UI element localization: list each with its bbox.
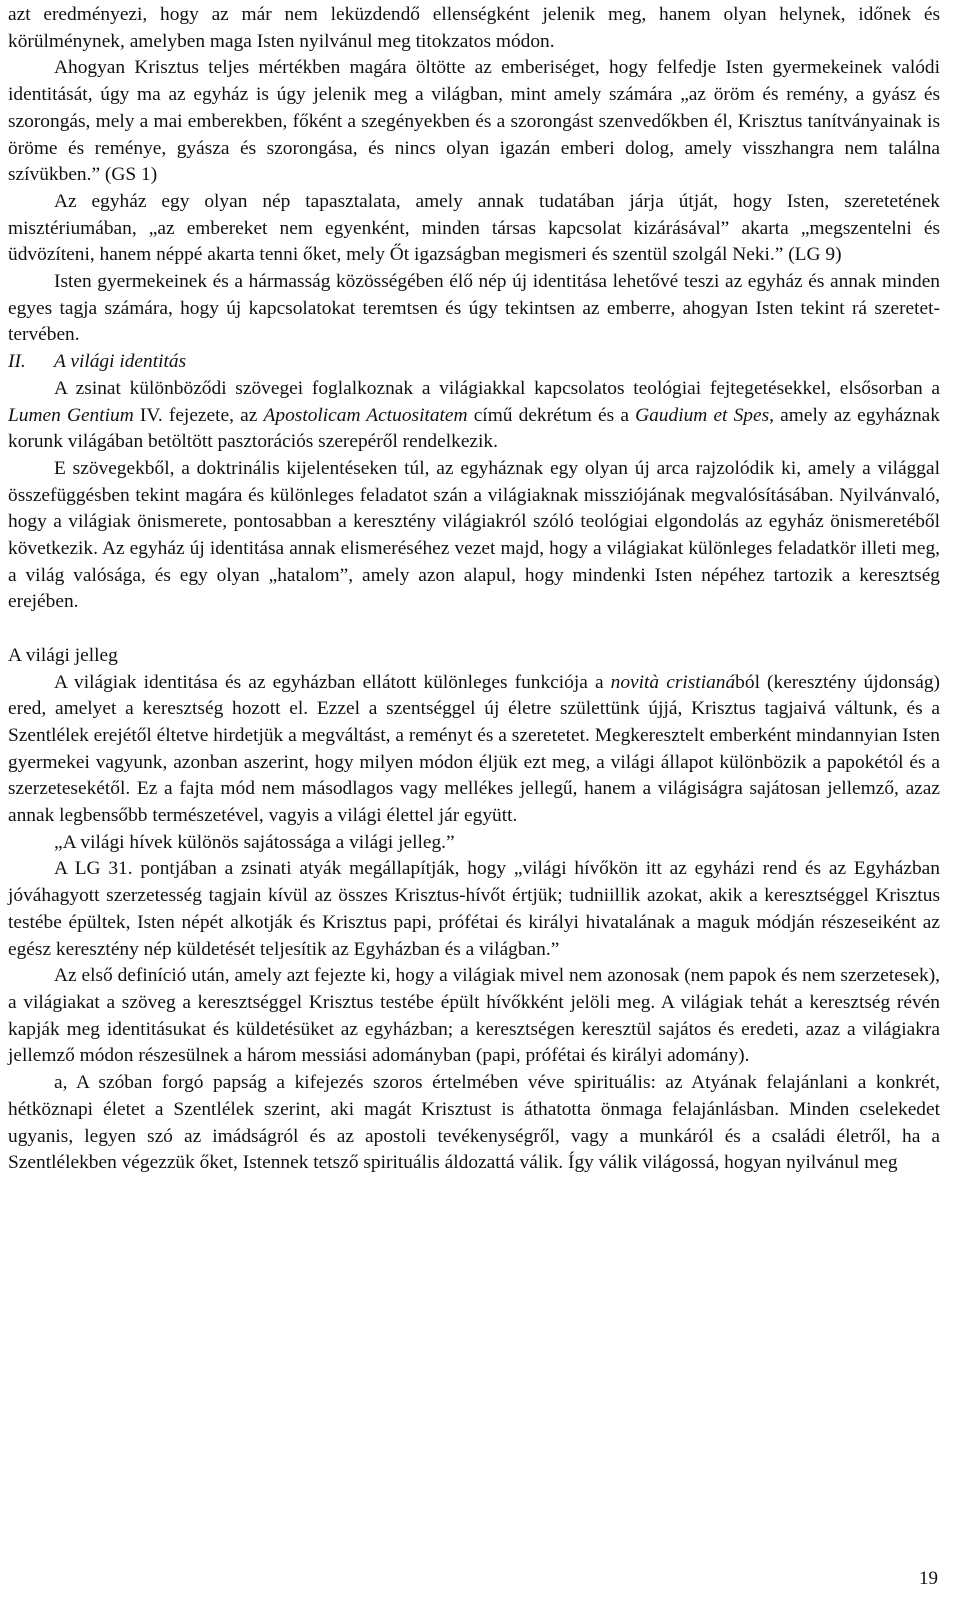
paragraph <box>8 2 940 55</box>
paragraph <box>8 830 940 857</box>
italic-text: novità cristianá <box>610 671 736 693</box>
text-run: IV. fejezete, az <box>133 404 264 426</box>
italic-text: Gaudium et Spes <box>635 404 770 426</box>
paragraph <box>8 963 940 1070</box>
body-text-block-1 <box>8 2 940 349</box>
text-run: „A világi hívek különös sajátossága a világi jelleg.” <box>54 831 455 853</box>
section-title: A világi identitás <box>54 351 187 373</box>
text-run: azt eredményezi, hogy az már nem leküzdendő ellenségként jelenik meg, hanem olyan helynek, időnek és körülménynek, amelyben maga Isten nyilvánul meg titokzatos módon. <box>8 4 940 52</box>
text-run: A LG 31. pontjában a zsinati atyák megállapítják, hogy „világi hívőkön itt az egyházi rend és az Egyházban jóváhagyott szerzetesség tagjain kívül az összes Krisztus-hívőt értjük; tudniillik azokat, akik a keresztséggel Krisztus testébe épültek, Isten népét alkotják és Krisztus papi, prófétai és királyi hivatalának a maguk módján részeseiként az egész keresztény nép küldetését teljesítik az Egyházban és a világban.” <box>8 858 940 960</box>
italic-text: Apostolicam Actuositatem <box>263 404 468 426</box>
body-text-block-3 <box>8 670 940 1177</box>
paragraph <box>8 376 940 456</box>
section-heading <box>8 349 940 376</box>
paragraph <box>8 189 940 269</box>
paragraph <box>8 456 940 616</box>
text-run: Az első definíció után, amely azt fejezte ki, hogy a világiak mivel nem azonosak (nem papok és nem szerzetesek), a világiakat a szöveg a keresztséggel Krisztus testébe épült hívőkként jelöli meg. A világiak tehát a keresztség révén kapják meg identitásukat és küldetésüket az egyházban; a keresztségen keresztül sajátos és eredeti, azaz a világiakra jellemző módon részesülnek a három messiási adományban (papi, prófétai és királyi adomány). <box>8 965 940 1067</box>
paragraph <box>8 856 940 963</box>
text-run: Isten gyermekeinek és a hármasság közösségében élő nép új identitása lehetővé teszi az egyház és annak minden egyes tagja számára, hogy új kapcsolatokat teremtsen és úgy tekintsen az emberre, ahogyan Isten tekint rá szeretet-tervében. <box>8 271 940 346</box>
paragraph <box>8 670 940 830</box>
text-run: , amely az egyháznak korunk világában betöltött pasztorációs szerepéről rendelkezik. <box>8 404 940 453</box>
text-run: Ahogyan Krisztus teljes mértékben magára öltötte az emberiséget, hogy felfedje Isten gyermekeinek valódi identitását, úgy ma az egyház is úgy jelenik meg a világban, mint amely számára „az öröm és remény, a gyász és szorongás, mely a mai emberekben, főként a szegényekben és a szorongást szenvedőkben él, Krisztus tanítványainak is öröme és reménye, gyásza és szorongása, és nincs olyan igazán emberi dolog, amely visszhangra nem találna szívükben.” (GS 1) <box>8 57 940 186</box>
text-run: A világiak identitása és az egyházban ellátott különleges funkciója a <box>54 671 611 693</box>
text-run: A zsinat különböződi szövegei foglalkoznak a világiakkal kapcsolatos teológiai fejtegetésekkel, elsősorban a <box>54 377 940 399</box>
text-run: Az egyház egy olyan nép tapasztalata, amely annak tudatában járja útját, hogy Isten, szeretetének misztériumában, „az embereket nem egyenként, minden társas kapcsolat kizárásával” akarta „megszentelni és üdvözíteni, hanem néppé akarta tenni őket, mely Őt igazságban megismeri és szentül szolgál Neki.” (LG 9) <box>8 190 940 266</box>
paragraph <box>8 55 940 189</box>
italic-text: Lumen Gentium <box>8 404 134 426</box>
text-run: ból (keresztény újdonság) ered, amelyet a keresztség hozott el. Ezzel a szentséggel új életre születtünk újjá, Krisztus tagjaivá váltunk, és a Szentlélek erejétől éltetve hirdetjük a megváltást, a reményt és a szeretetet. Megkeresztelt emberként mindannyian Isten gyermekei vagyunk, azonban aszerint, hogy milyen módon éljük ezt meg, a világi állapot különbözik a papokétól és a szerzetesekétől. Ez a fajta mód nem másodlagos vagy mellékes jellegű, hanem a világiságra sajátosan jellemző, azaz annak legbensőbb természetével, vagyis a világi élettel jár együtt. <box>8 671 940 827</box>
subheading: A világi jelleg <box>8 644 118 666</box>
blank-line <box>8 616 940 643</box>
text-run: E szövegekből, a doktrinális kijelentéseken túl, az egyháznak egy olyan új arca rajzolódik ki, amely a világgal összefüggésben tekint magára és különleges feladatot szán a világiaknak missziójának megvalósításában. Nyilvánvaló, hogy a világiak önismerete, pontosabban a keresztény világiakról szóló teológiai elgondolás az egyház önismeretéből következik. Az egyház új identitása annak elismeréséhez vezet majd, hogy a világiakat különleges feladatkör illeti meg, a világ valósága, és egy olyan „hatalom”, amely azon alapul, hogy mindenki Isten népéhez tartozik a keresztség erejében. <box>8 457 940 613</box>
text-run: a, A szóban forgó papság a kifejezés szoros értelmében véve spirituális: az Atyának felajánlani a konkrét, hétköznapi életet a Szentlélek szerint, aki magát Krisztust is áthatotta önmaga felajánlásban. Minden cselekedet ugyanis, legyen szó az imádságról és az apostoli tevékenységről, vagy a munkáról és a családi életről, ha a Szentlélekben végezzük őket, Istennek tetsző spirituális áldozattá válik. Így válik világossá, hogyan nyilvánul meg <box>8 1072 940 1174</box>
text-run: című dekrétum és a <box>467 404 636 426</box>
body-text-block-2 <box>8 376 940 616</box>
page-number: 19 <box>919 1568 938 1589</box>
paragraph <box>8 269 940 349</box>
paragraph <box>8 1070 940 1177</box>
section-number: II. <box>8 351 26 373</box>
